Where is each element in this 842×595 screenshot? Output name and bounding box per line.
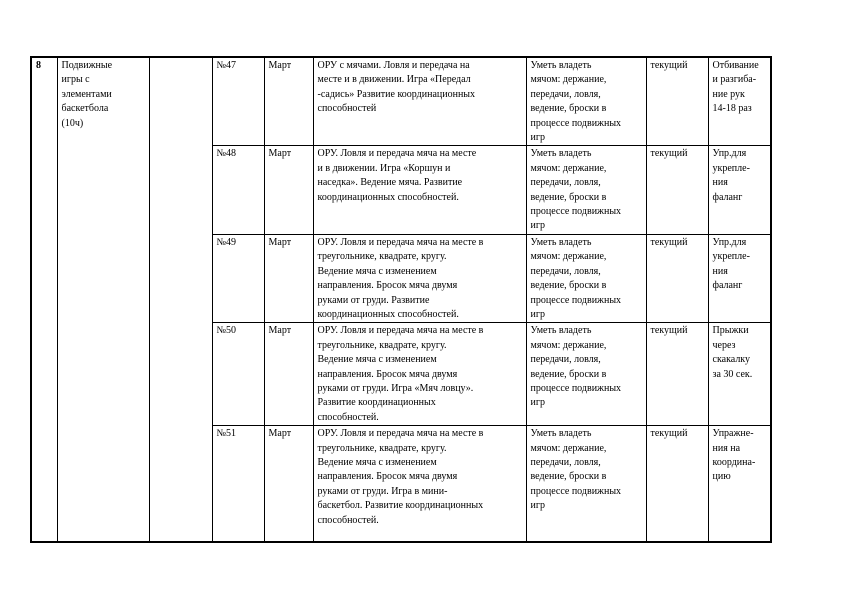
lesson-month-cell — [264, 426, 313, 542]
lesson-requirements: Уметь владеть мячом: держание, передачи, ловля, ведение, броски в процессе подвижных игр — [530, 60, 622, 144]
lesson-plan-table — [30, 56, 772, 543]
lesson-homework: Упражне- ния на координа- цию — [712, 428, 756, 483]
lesson-month-cell — [264, 57, 313, 146]
lesson-number-cell — [212, 323, 264, 426]
lesson-requirements-cell — [526, 234, 646, 322]
lesson-content-cell — [313, 146, 526, 234]
lesson-month: Март — [268, 236, 292, 248]
lesson-content-cell — [313, 323, 526, 426]
lesson-control: текущий — [650, 148, 688, 160]
lesson-control-cell — [646, 146, 708, 234]
lesson-control-cell — [646, 57, 708, 146]
lesson-homework-cell — [708, 323, 771, 426]
lesson-requirements-cell — [526, 426, 646, 542]
section-title: Подвижные игры с элементами баскетбола (10ч) — [61, 60, 113, 129]
lesson-number-cell — [212, 57, 264, 146]
lesson-homework-cell — [708, 234, 771, 322]
lesson-number-cell — [212, 234, 264, 322]
lesson-number-cell — [212, 146, 264, 234]
empty-cell — [149, 57, 212, 542]
lesson-month: Март — [268, 148, 292, 160]
lesson-month: Март — [268, 428, 292, 440]
lesson-number: №48 — [216, 148, 237, 160]
lesson-content: ОРУ. Ловля и передача мяча на месте в треугольнике, квадрате, кругу. Ведение мяча с изменением направления. Бросок мяча двумя руками от груди. Развитие координационных способностей. — [317, 236, 484, 320]
lesson-control: текущий — [650, 236, 688, 248]
lesson-content-cell — [313, 426, 526, 542]
lesson-control-cell — [646, 426, 708, 542]
lesson-number-cell — [212, 426, 264, 542]
lesson-control: текущий — [650, 428, 688, 440]
lesson-content: ОРУ. Ловля и передача мяча на месте и в движении. Игра «Коршун и наседка». Ведение мяча. Развитие координационных способностей. — [317, 148, 477, 203]
lesson-control: текущий — [650, 60, 688, 71]
lesson-content-cell — [313, 234, 526, 322]
lesson-homework-cell — [708, 146, 771, 234]
lesson-content: ОРУ. Ловля и передача мяча на месте в треугольнике, квадрате, кругу. Ведение мяча с изменением направления. Бросок мяча двумя руками от груди. Игра «Мяч ловцу». Развитие координационных способностей. — [317, 325, 484, 423]
lesson-homework: Прыжки через скакалку за 30 сек. — [712, 325, 753, 380]
lesson-month-cell — [264, 234, 313, 322]
lesson-homework: Упр.для укрепле- ния фаланг — [712, 148, 750, 203]
lesson-content: ОРУ с мячами. Ловля и передача на месте и в движении. Игра «Передал -садись» Развитие координационных способностей — [317, 60, 476, 115]
lesson-requirements: Уметь владеть мячом: держание, передачи, ловля, ведение, броски в процессе подвижных игр — [530, 325, 622, 409]
lesson-content: ОРУ. Ловля и передача мяча на месте в треугольнике, квадрате, кругу. Ведение мяча с изменением направления. Бросок мяча двумя руками от груди. Игра в мини- баскетбол. Развитие координационных способностей. — [317, 428, 484, 526]
lesson-number: №49 — [216, 236, 237, 248]
lesson-control: текущий — [650, 325, 688, 337]
lesson-month: Март — [268, 325, 292, 337]
lesson-requirements: Уметь владеть мячом: держание, передачи, ловля, ведение, броски в процессе подвижных игр — [530, 428, 622, 512]
table-row — [31, 57, 771, 146]
lesson-homework: Отбивание и разгиба- ние рук 14-18 раз — [712, 60, 759, 115]
section-number-cell — [31, 57, 57, 542]
lesson-number: №51 — [216, 428, 237, 440]
lesson-number: №47 — [216, 60, 237, 71]
lesson-number: №50 — [216, 325, 237, 337]
section-number: 8 — [36, 60, 41, 71]
lesson-homework-cell — [708, 57, 771, 146]
lesson-month: Март — [268, 60, 292, 71]
lesson-requirements: Уметь владеть мячом: держание, передачи, ловля, ведение, броски в процессе подвижных игр — [530, 148, 622, 232]
lesson-content-cell — [313, 57, 526, 146]
lesson-requirements-cell — [526, 323, 646, 426]
lesson-requirements-cell — [526, 57, 646, 146]
lesson-homework: Упр.для укрепле- ния фаланг — [712, 236, 750, 292]
lesson-month-cell — [264, 146, 313, 234]
lesson-homework-cell — [708, 426, 771, 542]
section-title-cell — [57, 57, 149, 542]
lesson-requirements: Уметь владеть мячом: держание, передачи, ловля, ведение, броски в процессе подвижных игр — [530, 236, 622, 320]
lesson-month-cell — [264, 323, 313, 426]
lesson-requirements-cell — [526, 146, 646, 234]
lesson-control-cell — [646, 234, 708, 322]
lesson-control-cell — [646, 323, 708, 426]
